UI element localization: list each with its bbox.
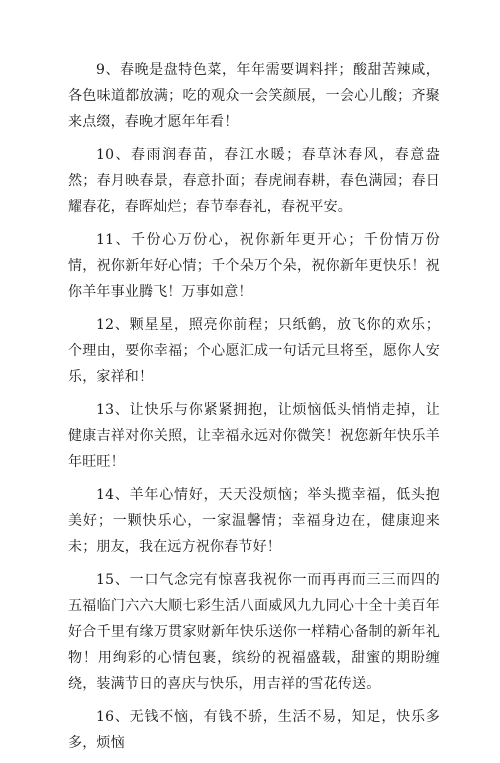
paragraph-13: 13、让快乐与你紧紧拥抱，让烦恼低头悄悄走掉，让健康吉祥对你关照，让幸福永远对你微笑！祝您新年快乐羊年旺旺！ <box>68 402 440 470</box>
document-body <box>68 57 440 763</box>
paragraph-10: 10、春雨润春苗，春江水暖；春草沐春风，春意盎然；春月映春景，春意扑面；春虎闹春耕，春色满园；春日耀春花，春晖灿烂；春节奉春礼，春祝平安。 <box>68 147 440 215</box>
paragraph-9: 9、春晚是盘特色菜，年年需要调料拌；酸甜苦辣咸，各色味道都放满；吃的观众一会笑颜展，一会心儿酸；齐聚来点缀，春晚才愿年年看！ <box>68 62 440 130</box>
paragraph-15: 15、一口气念完有惊喜我祝你一而再再而三三而四的五福临门六六大顺七彩生活八面威风九九同心十全十美百年好合千里有缘万贯家财新年快乐送你一样精心备制的新年礼物！用绚彩的心情包裹，缤纷的祝福盛载，甜蜜的期盼缠绕，装满节日的喜庆与快乐，用吉祥的雪花传送。 <box>68 572 440 692</box>
paragraph-11: 11、千份心万份心，祝你新年更开心；千份情万份情，祝你新年好心情；千个朵万个朵，祝你新年更快乐！祝你羊年事业腾飞！万事如意！ <box>68 232 440 300</box>
paragraph-16: 16、无钱不恼，有钱不骄，生活不易，知足，快乐多多，烦恼 <box>68 709 440 751</box>
paragraph-12: 12、颗星星，照亮你前程；只纸鹤，放飞你的欢乐；个理由，要你幸福；个心愿汇成一句话元旦将至，愿你人安乐，家祥和！ <box>68 317 440 385</box>
paragraph-14: 14、羊年心情好，天天没烦恼；举头揽幸福，低头抱美好；一颗快乐心，一家温馨情；幸福身边在，健康迎来未；朋友，我在远方祝你春节好！ <box>68 487 440 555</box>
